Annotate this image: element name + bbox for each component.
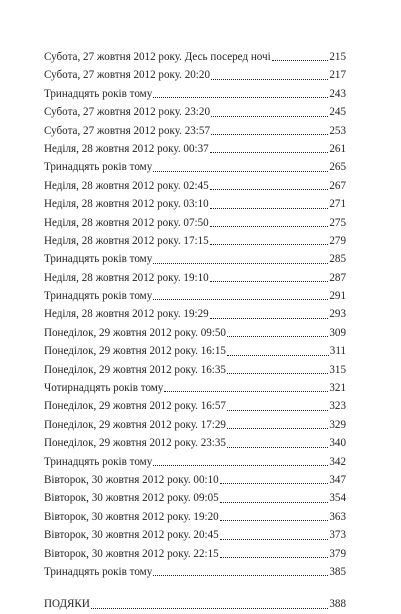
dot-leader xyxy=(220,501,329,503)
dot-leader xyxy=(220,556,329,558)
toc-entry-page: 388 xyxy=(329,598,346,611)
toc-entry-title: Понеділок, 29 жовтня 2012 року. 16:57 xyxy=(44,400,226,413)
dot-leader xyxy=(210,151,329,153)
dot-leader xyxy=(153,298,328,300)
toc-entry-title: Субота, 27 жовтня 2012 року. 20:20 xyxy=(44,69,210,82)
toc-entry-page: 329 xyxy=(329,418,346,431)
toc-entry-title: Вівторок, 30 жовтня 2012 року. 19:20 xyxy=(44,510,219,523)
dot-leader xyxy=(211,115,328,117)
toc-entry-page: 309 xyxy=(329,326,346,339)
toc-entry-list xyxy=(44,48,346,581)
section-gap xyxy=(44,581,346,595)
toc-entry[interactable] xyxy=(44,545,346,563)
dot-leader xyxy=(220,482,329,484)
toc-entry[interactable] xyxy=(44,48,346,66)
toc-entry-title: Понеділок, 29 жовтня 2012 року. 23:35 xyxy=(44,437,226,450)
dot-leader xyxy=(153,170,328,172)
toc-entry-title: Неділя, 28 жовтня 2012 року. 00:37 xyxy=(44,142,209,155)
toc-entry-page: 385 xyxy=(329,565,346,578)
toc-entry-title: Чотирнадцять років тому xyxy=(44,382,164,395)
toc-entry-page: 363 xyxy=(329,510,346,523)
toc-entry[interactable] xyxy=(44,563,346,581)
toc-entry-page: 311 xyxy=(329,345,346,358)
toc-entry-page: 279 xyxy=(329,234,346,247)
toc-entry-title: Неділя, 28 жовтня 2012 року. 07:50 xyxy=(44,216,209,229)
toc-entry-page: 291 xyxy=(329,290,346,303)
toc-entry-title: Субота, 27 жовтня 2012 року. 23:57 xyxy=(44,124,210,137)
toc-entry[interactable] xyxy=(44,214,346,232)
toc-entry-page: 354 xyxy=(329,492,346,505)
dot-leader xyxy=(153,574,328,576)
dot-leader xyxy=(210,317,329,319)
toc-entry-title: Тринадцять років тому xyxy=(44,565,153,578)
toc-entry-page: 271 xyxy=(329,198,346,211)
toc-entry-title: Субота, 27 жовтня 2012 року. Десь посеред ночі xyxy=(44,51,271,63)
toc-entry-page: 342 xyxy=(329,455,346,468)
dot-leader xyxy=(227,335,328,337)
toc-entry[interactable] xyxy=(44,324,346,342)
toc-entry-title: Тринадцять років тому xyxy=(44,87,153,100)
toc-entry-page: 265 xyxy=(329,161,346,174)
toc-entry-title: Понеділок, 29 жовтня 2012 року. 09:50 xyxy=(44,326,226,339)
dot-leader xyxy=(227,409,328,411)
toc-entry[interactable] xyxy=(44,158,346,176)
table-of-contents xyxy=(44,48,346,614)
dot-leader xyxy=(210,207,329,209)
dot-leader xyxy=(153,262,328,264)
toc-entry-page: 267 xyxy=(329,179,346,192)
toc-entry-title: Вівторок, 30 жовтня 2012 року. 22:15 xyxy=(44,547,219,560)
dot-leader xyxy=(227,427,328,429)
toc-entry-page: 347 xyxy=(329,473,346,486)
toc-entry[interactable] xyxy=(44,232,346,250)
dot-leader xyxy=(210,225,329,227)
toc-entry[interactable] xyxy=(44,489,346,507)
toc-entry[interactable] xyxy=(44,177,346,195)
toc-entry-title: Вівторок, 30 жовтня 2012 року. 20:45 xyxy=(44,529,219,542)
toc-entry[interactable] xyxy=(44,361,346,379)
toc-entry-title: Тринадцять років тому xyxy=(44,290,153,303)
toc-entry-page: 373 xyxy=(329,529,346,542)
toc-entry-page: 293 xyxy=(329,308,346,321)
dot-leader xyxy=(153,96,328,98)
toc-entry-title: Вівторок, 30 жовтня 2012 року. 00:10 xyxy=(44,473,219,486)
toc-entry[interactable] xyxy=(44,140,346,158)
toc-entry-page: 215 xyxy=(329,51,346,63)
toc-entry[interactable] xyxy=(44,397,346,415)
toc-entry-page: 261 xyxy=(329,142,346,155)
toc-entry[interactable] xyxy=(44,66,346,84)
toc-entry-page: 315 xyxy=(329,363,346,376)
toc-entry-page: 275 xyxy=(329,216,346,229)
dot-leader xyxy=(220,519,329,521)
toc-entry-title: Неділя, 28 жовтня 2012 року. 03:10 xyxy=(44,198,209,211)
toc-entry-title: Понеділок, 29 жовтня 2012 року. 16:35 xyxy=(44,363,226,376)
dot-leader xyxy=(227,446,328,448)
toc-entry-title: Вівторок, 30 жовтня 2012 року. 09:05 xyxy=(44,492,219,505)
toc-entry[interactable] xyxy=(44,471,346,489)
toc-entry-page: 340 xyxy=(329,437,346,450)
toc-entry-title: Понеділок, 29 жовтня 2012 року. 16:15 xyxy=(44,345,226,358)
dot-leader xyxy=(91,607,329,609)
toc-entry-title: Неділя, 28 жовтня 2012 року. 19:29 xyxy=(44,308,209,321)
dot-leader xyxy=(227,354,329,356)
toc-entry-title: Тринадцять років тому xyxy=(44,455,153,468)
toc-entry[interactable] xyxy=(44,416,346,434)
toc-entry-page: 217 xyxy=(329,69,346,82)
toc-entry-page: 245 xyxy=(329,106,346,119)
toc-entry[interactable] xyxy=(44,85,346,103)
dot-leader xyxy=(164,390,328,392)
toc-entry-page: 243 xyxy=(329,87,346,100)
toc-entry-page: 253 xyxy=(329,124,346,137)
toc-entry[interactable] xyxy=(44,195,346,213)
toc-entry[interactable] xyxy=(44,305,346,323)
toc-entry-page: 287 xyxy=(329,271,346,284)
toc-entry-page: 285 xyxy=(329,253,346,266)
dot-leader xyxy=(210,188,329,190)
toc-entry-page: 323 xyxy=(329,400,346,413)
toc-entry-title: Субота, 27 жовтня 2012 року. 23:20 xyxy=(44,106,210,119)
toc-entry-page: 379 xyxy=(329,547,346,560)
toc-entry[interactable] xyxy=(44,250,346,268)
toc-entry[interactable] xyxy=(44,287,346,305)
toc-entry-title: Неділя, 28 жовтня 2012 року. 19:10 xyxy=(44,271,209,284)
dot-leader xyxy=(210,280,329,282)
toc-entry-acknowledgements[interactable] xyxy=(44,595,346,613)
toc-entry[interactable] xyxy=(44,122,346,140)
toc-entry[interactable] xyxy=(44,434,346,452)
toc-entry-page: 321 xyxy=(329,382,346,395)
toc-entry[interactable] xyxy=(44,342,346,360)
toc-entry[interactable] xyxy=(44,379,346,397)
toc-entry-title: Неділя, 28 жовтня 2012 року. 02:45 xyxy=(44,179,209,192)
dot-leader xyxy=(272,59,329,61)
toc-entry-title: Понеділок, 29 жовтня 2012 року. 17:29 xyxy=(44,418,226,431)
toc-entry-title: Тринадцять років тому xyxy=(44,161,153,174)
dot-leader xyxy=(227,372,328,374)
dot-leader xyxy=(220,538,329,540)
toc-entry[interactable] xyxy=(44,103,346,121)
toc-entry-title: Неділя, 28 жовтня 2012 року. 17:15 xyxy=(44,234,209,247)
toc-entry-title: ПОДЯКИ xyxy=(44,598,90,611)
toc-entry[interactable] xyxy=(44,269,346,287)
toc-entry[interactable] xyxy=(44,508,346,526)
dot-leader xyxy=(153,464,328,466)
toc-entry[interactable] xyxy=(44,453,346,471)
dot-leader xyxy=(210,243,329,245)
toc-entry[interactable] xyxy=(44,526,346,544)
toc-entry-title: Тринадцять років тому xyxy=(44,253,153,266)
dot-leader xyxy=(211,78,328,80)
dot-leader xyxy=(211,133,328,135)
